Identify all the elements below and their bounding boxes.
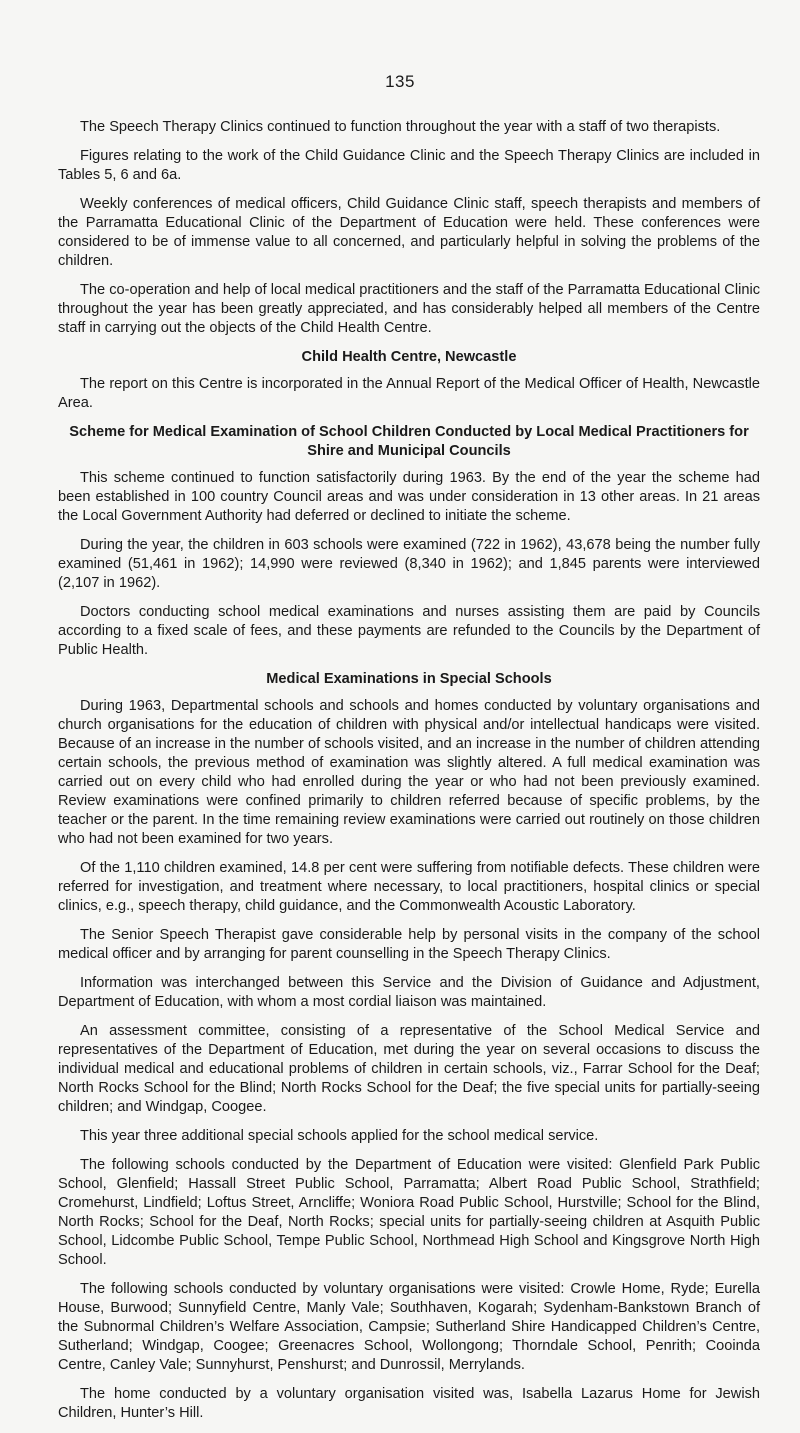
paragraph: The following schools conducted by voluntary organisations were visited: Crowle Home, Ryde; Eurella House, Burwood; Sunnyfield Centre, Manly Vale; Southhaven, Kogarah; Sydenham-Bankstown Branch of the Subnormal Children’s Welfare Association, Campsie; Sutherland Shire Handicapped Children’s Centre, Sutherland; Windgap, Coogee; Greenacres School, Wollongong; Thorndale School, Penrith; Cooinda Centre, Canley Vale; Sunnyhurst, Penshurst; and Dunrossil, Merrylands. <box>58 1281 760 1373</box>
paragraph: The home conducted by a voluntary organisation visited was, Isabella Lazarus Home for Jewish Children, Hunter’s Hill. <box>58 1386 760 1421</box>
paragraph: During 1963, Departmental schools and schools and homes conducted by voluntary organisations and church organisations for the education of children with physical and/or intellectual handicaps were visited. Because of an increase in the number of schools visited, and an increase in the number of children attending certain schools, the previous method of examination was slightly altered. A full medical examination was carried out on every child who had enrolled during the year or who had not been previously examined. Review examinations were confined primarily to children referred because of specific problems, by the teacher or the parent. In the time remaining review examinations were carried out routinely on those children who had not been examined for two years. <box>58 698 760 847</box>
paragraph: The report on this Centre is incorporated in the Annual Report of the Medical Officer of Health, Newcastle Area. <box>58 376 760 411</box>
section-heading: Scheme for Medical Examination of School Children Conducted by Local Medical Practitioners for Shire and Municipal Councils <box>69 424 749 459</box>
paragraph: An assessment committee, consisting of a representative of the School Medical Service and representatives of the Department of Education, met during the year on several occasions to discuss the individual medical and educational problems of children in certain schools, viz., Farrar School for the Deaf; North Rocks School for the Blind; North Rocks School for the Deaf; the five special units for partially-seeing children; and Windgap, Coogee. <box>58 1023 760 1115</box>
paragraph: Figures relating to the work of the Child Guidance Clinic and the Speech Therapy Clinics are included in Tables 5, 6 and 6a. <box>58 148 760 183</box>
section-special-schools <box>58 670 760 1423</box>
paragraph: The following schools conducted by the Department of Education were visited: Glenfield Park Public School, Glenfield; Hassall Street Public School, Parramatta; Albert Road Public School, Strathfield; Cromehurst, Lindfield; Loftus Street, Arncliffe; Woniora Road Public School, Hurstville; School for the Blind, North Rocks; School for the Deaf, North Rocks; special units for partially-seeing children at Asquith Public School, Lidcombe Public School, Tempe Public School, Northmead High School and Kingsgrove North High School. <box>58 1157 760 1268</box>
page-number: 135 <box>385 72 415 91</box>
section-speech-therapy <box>58 118 760 338</box>
section-child-health-centre-newcastle <box>58 348 760 413</box>
paragraph: This year three additional special schools applied for the school medical service. <box>80 1128 599 1144</box>
paragraph: During the year, the children in 603 schools were examined (722 in 1962), 43,678 being the number fully examined (51,461 in 1962); 14,990 were reviewed (8,340 in 1962); and 1,845 parents were interviewed (2,107 in 1962). <box>58 537 760 591</box>
paragraph: The Speech Therapy Clinics continued to function throughout the year with a staff of two therapists. <box>80 119 721 135</box>
section-heading: Medical Examinations in Special Schools <box>266 671 552 687</box>
paragraph: Information was interchanged between this Service and the Division of Guidance and Adjustment, Department of Education, with whom a most cordial liaison was maintained. <box>58 975 760 1010</box>
paragraph: The Senior Speech Therapist gave considerable help by personal visits in the company of the school medical officer and by arranging for parent counselling in the Speech Therapy Clinics. <box>58 927 760 962</box>
paragraph: Doctors conducting school medical examinations and nurses assisting them are paid by Councils according to a fixed scale of fees, and these payments are refunded to the Councils by the Department of Public Health. <box>58 604 760 658</box>
paragraph: The co-operation and help of local medical practitioners and the staff of the Parramatta Educational Clinic throughout the year has been greatly appreciated, and has considerably helped all members of the Centre staff in carrying out the objects of the Child Health Centre. <box>58 282 760 336</box>
section-medical-examination-scheme <box>58 423 760 660</box>
section-heading: Child Health Centre, Newcastle <box>301 349 517 365</box>
document-body <box>58 118 760 1433</box>
paragraph: Weekly conferences of medical officers, Child Guidance Clinic staff, speech therapists and members of the Parramatta Educational Clinic of the Department of Education were held. These conferences were considered to be of immense value to all concerned, and particularly helpful in solving the problems of the children. <box>58 196 760 269</box>
paragraph: This scheme continued to function satisfactorily during 1963. By the end of the year the scheme had been established in 100 country Council areas and was under consideration in 13 other areas. In 21 areas the Local Government Authority had deferred or declined to initiate the scheme. <box>58 470 760 524</box>
paragraph: Of the 1,110 children examined, 14.8 per cent were suffering from notifiable defects. These children were referred for investigation, and treatment where necessary, to local practitioners, hospital clinics or special clinics, e.g., speech therapy, child guidance, and the Commonwealth Acoustic Laboratory. <box>58 860 760 914</box>
